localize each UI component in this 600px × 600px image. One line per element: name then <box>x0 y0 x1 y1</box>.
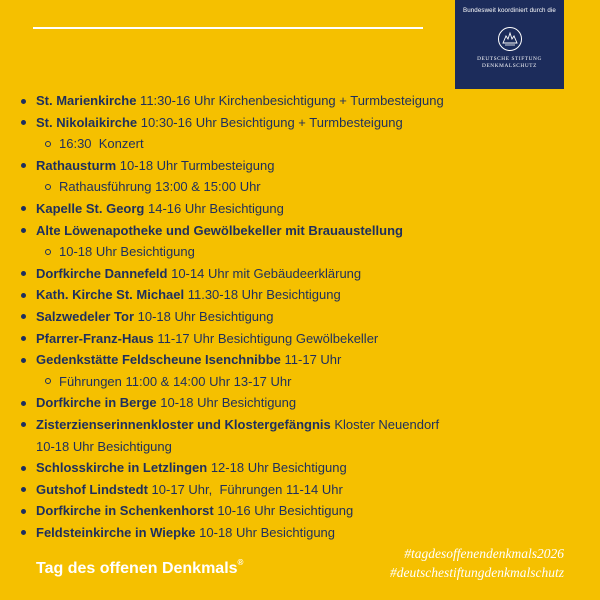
event-venue-name: Gedenkstätte Feldscheune Isenchnibbe <box>36 352 281 368</box>
event-details: 12-18 Uhr Besichtigung <box>207 460 347 476</box>
event-venue-name: St. Nikolaikirche <box>36 114 138 130</box>
event-venue-name: Gutshof Lindstedt <box>36 481 148 497</box>
event-item <box>0 479 560 501</box>
event-brand <box>36 560 243 578</box>
event-item <box>0 500 560 522</box>
event-venue-name: Dorfkirche in Schenkenhorst <box>36 503 214 519</box>
event-details: 10-18 Uhr Besichtigung <box>59 244 195 260</box>
registered-mark: ® <box>237 558 244 567</box>
hashtag-event: #tagdesoffenendenkmals2026 <box>404 546 564 561</box>
event-item <box>0 263 560 285</box>
hashtag-foundation: #deutschestiftungdenkmalschutz <box>390 565 564 580</box>
event-details: Kloster Neuendorf <box>330 416 440 432</box>
event-subitem <box>0 241 560 263</box>
foundation-logo-icon <box>497 26 523 52</box>
event-details: 11-17 Uhr Besichtigung Gewölbekeller <box>153 330 379 346</box>
event-subitem <box>0 371 560 393</box>
event-venue-name: Alte Löwenapotheke und Gewölbekeller mit Brauaustellung <box>36 222 403 238</box>
event-item <box>0 90 560 112</box>
badge-coordinated-by: Bundesweit koordiniert durch die <box>463 7 556 14</box>
event-venue-name: Kapelle St. Georg <box>36 200 145 216</box>
event-details: Rathausführung 13:00 & 15:00 Uhr <box>59 179 261 195</box>
event-list <box>0 90 560 543</box>
event-venue-name: Feldsteinkirche in Wiepke <box>36 524 196 540</box>
badge-org-line1: DEUTSCHE STIFTUNG <box>477 56 542 62</box>
event-item <box>0 392 560 414</box>
event-subitem <box>0 176 560 198</box>
event-subitem <box>0 133 560 155</box>
event-details: 11:30-16 Uhr Kirchenbesichtigung + Turmbesteigung <box>136 93 444 108</box>
event-details: 10-14 Uhr mit Gebäudeerklärung <box>167 265 362 281</box>
event-details: 10-18 Uhr Besichtigung <box>156 395 297 411</box>
event-details: Führungen 11:00 & 14:00 Uhr 13-17 Uhr <box>59 373 292 389</box>
foundation-badge <box>455 0 564 89</box>
event-item <box>0 155 560 177</box>
event-item <box>0 112 560 134</box>
event-item <box>0 457 560 479</box>
event-item <box>0 284 560 306</box>
event-details: 14-16 Uhr Besichtigung <box>144 200 284 216</box>
hashtags <box>390 544 564 582</box>
badge-org-name <box>477 56 542 69</box>
badge-org-line2: DENKMALSCHUTZ <box>482 62 537 69</box>
event-brand-name: Tag des offenen Denkmals <box>36 560 238 577</box>
event-details: 10-18 Uhr Besichtigung <box>134 308 274 324</box>
event-venue-name: Salzwedeler Tor <box>36 308 135 324</box>
event-venue-name: Schlosskirche in Letzlingen <box>36 460 208 476</box>
event-item <box>0 349 560 371</box>
event-venue-name: Kath. Kirche St. Michael <box>36 287 185 303</box>
event-item <box>0 306 560 328</box>
event-details: 16:30 Konzert <box>59 136 144 152</box>
top-divider <box>33 27 423 29</box>
event-venue-name: Rathausturm <box>36 157 117 173</box>
event-item <box>0 198 560 220</box>
event-details: 10-18 Uhr Turmbesteigung <box>116 157 275 173</box>
event-details: 10:30-16 Uhr Besichtigung + Turmbesteigung <box>137 114 403 130</box>
event-item <box>0 220 560 242</box>
event-venue-name: Dorfkirche in Berge <box>36 395 157 411</box>
event-venue-name: St. Marienkirche <box>36 93 137 108</box>
event-item <box>0 522 560 544</box>
event-details: 10-18 Uhr Besichtigung <box>195 524 336 540</box>
event-item <box>0 328 560 350</box>
event-venue-name: Zisterzienserinnenkloster und Klostergefängnis <box>36 416 331 432</box>
event-item <box>0 414 560 436</box>
event-details: 10-18 Uhr Besichtigung <box>36 438 172 454</box>
event-details: 10-16 Uhr Besichtigung <box>213 503 354 519</box>
event-venue-name: Dorfkirche Dannefeld <box>36 265 168 281</box>
event-continuation <box>0 436 560 458</box>
event-details: 10-17 Uhr, Führungen 11-14 Uhr <box>147 481 343 497</box>
event-details: 11.30-18 Uhr Besichtigung <box>184 287 341 303</box>
event-venue-name: Pfarrer-Franz-Haus <box>36 330 154 346</box>
event-details: 11-17 Uhr <box>280 352 342 368</box>
